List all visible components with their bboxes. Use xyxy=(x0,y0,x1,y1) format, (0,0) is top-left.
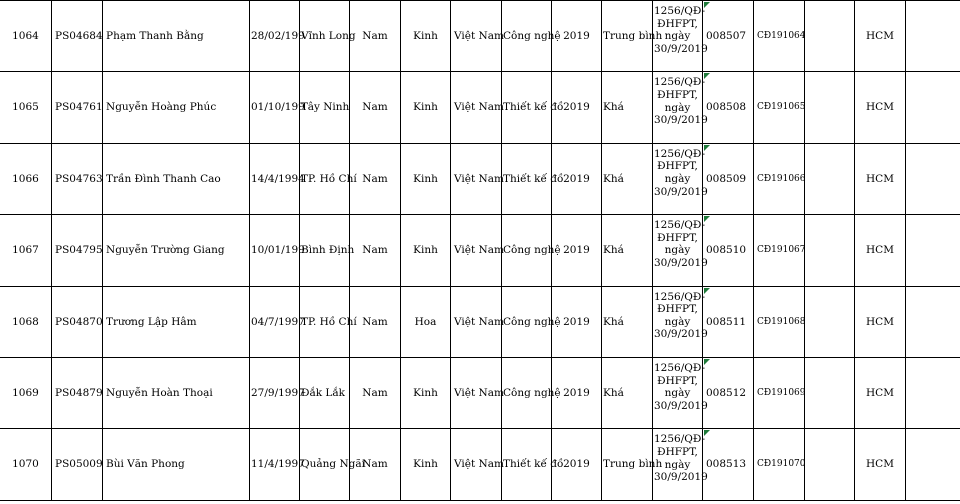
gender-cell[interactable]: Nam xyxy=(350,358,401,429)
full-name-cell[interactable]: Nguyễn Trường Giang xyxy=(103,215,250,286)
nationality-cell[interactable]: Việt Nam xyxy=(451,215,502,286)
comment-indicator-icon[interactable] xyxy=(704,73,710,79)
full-name-cell[interactable]: Trần Đình Thanh Cao xyxy=(103,144,250,215)
decision-cell[interactable]: 1256/QĐ-ĐHFPT, ngày 30/9/2019 xyxy=(653,429,703,500)
birth-place-cell[interactable]: TP. Hồ Chí xyxy=(300,287,350,358)
major-cell[interactable]: Công nghệ xyxy=(502,1,552,72)
table-row xyxy=(0,0,960,72)
gender-cell[interactable]: Nam xyxy=(350,1,401,72)
comment-indicator-icon[interactable] xyxy=(704,145,710,151)
diploma-serial-cell[interactable]: 008510 xyxy=(703,215,754,286)
register-number-cell[interactable]: CĐ191067 xyxy=(754,215,805,286)
diploma-serial-cell[interactable]: 008513 xyxy=(703,429,754,500)
empty-cell[interactable] xyxy=(906,144,960,215)
campus-cell[interactable]: HCM xyxy=(855,429,906,500)
gender-cell[interactable]: Nam xyxy=(350,72,401,143)
ethnicity-cell[interactable]: Kinh xyxy=(401,358,451,429)
comment-indicator-icon[interactable] xyxy=(704,216,710,222)
row-number-cell[interactable]: 1067 xyxy=(0,215,52,286)
campus-cell[interactable]: HCM xyxy=(855,287,906,358)
comment-indicator-icon[interactable] xyxy=(704,430,710,436)
birth-date-cell[interactable]: 10/01/199 xyxy=(250,215,300,286)
row-number-cell[interactable]: 1070 xyxy=(0,429,52,500)
diploma-serial-cell[interactable]: 008508 xyxy=(703,72,754,143)
register-number-cell[interactable]: CĐ191066 xyxy=(754,144,805,215)
student-id-cell[interactable]: PS04763 xyxy=(52,144,103,215)
student-id-cell[interactable]: PS04870 xyxy=(52,287,103,358)
major-cell[interactable]: Công nghệ xyxy=(502,215,552,286)
birth-place-cell[interactable]: Vĩnh Long xyxy=(300,1,350,72)
register-number-cell[interactable]: CĐ191065 xyxy=(754,72,805,143)
birth-place-cell[interactable]: Bình Định xyxy=(300,215,350,286)
birth-date-cell[interactable]: 11/4/1997 xyxy=(250,429,300,500)
full-name-cell[interactable]: Phạm Thanh Bằng xyxy=(103,1,250,72)
nationality-cell[interactable]: Việt Nam xyxy=(451,1,502,72)
major-cell[interactable]: Công nghệ xyxy=(502,358,552,429)
nationality-cell[interactable]: Việt Nam xyxy=(451,429,502,500)
birth-date-cell[interactable]: 28/02/199 xyxy=(250,1,300,72)
graduation-year-cell[interactable]: 2019 xyxy=(552,144,602,215)
ethnicity-cell[interactable]: Kinh xyxy=(401,429,451,500)
student-id-cell[interactable]: PS04761 xyxy=(52,72,103,143)
table-row xyxy=(0,71,960,143)
gender-cell[interactable]: Nam xyxy=(350,429,401,500)
register-number-cell[interactable]: CĐ191064 xyxy=(754,1,805,72)
full-name-cell[interactable]: Nguyễn Hoàn Thoại xyxy=(103,358,250,429)
graduation-year-cell[interactable]: 2019 xyxy=(552,358,602,429)
ethnicity-cell[interactable]: Kinh xyxy=(401,215,451,286)
row-number-cell[interactable]: 1068 xyxy=(0,287,52,358)
birth-place-cell[interactable]: Đắk Lắk xyxy=(300,358,350,429)
decision-cell[interactable]: 1256/QĐ-ĐHFPT, ngày 30/9/2019 xyxy=(653,1,703,72)
campus-cell[interactable]: HCM xyxy=(855,72,906,143)
empty-cell[interactable] xyxy=(805,429,855,500)
row-number-cell[interactable]: 1069 xyxy=(0,358,52,429)
nationality-cell[interactable]: Việt Nam xyxy=(451,72,502,143)
diploma-serial-cell[interactable]: 008512 xyxy=(703,358,754,429)
graduation-year-cell[interactable]: 2019 xyxy=(552,215,602,286)
gender-cell[interactable]: Nam xyxy=(350,215,401,286)
student-id-cell[interactable]: PS04684 xyxy=(52,1,103,72)
diploma-serial-cell[interactable]: 008511 xyxy=(703,287,754,358)
row-number-cell[interactable]: 1064 xyxy=(0,1,52,72)
campus-cell[interactable]: HCM xyxy=(855,215,906,286)
classification-cell[interactable]: Khá xyxy=(602,215,653,286)
empty-cell[interactable] xyxy=(906,429,960,500)
empty-cell[interactable] xyxy=(805,358,855,429)
decision-cell[interactable]: 1256/QĐ-ĐHFPT, ngày 30/9/2019 xyxy=(653,144,703,215)
table-row xyxy=(0,286,960,358)
graduation-year-cell[interactable]: 2019 xyxy=(552,1,602,72)
ethnicity-cell[interactable]: Hoa xyxy=(401,287,451,358)
nationality-cell[interactable]: Việt Nam xyxy=(451,144,502,215)
major-cell[interactable]: Thiết kế đồ xyxy=(502,72,552,143)
grid-line xyxy=(0,500,960,502)
gender-cell[interactable]: Nam xyxy=(350,287,401,358)
major-cell[interactable]: Công nghệ xyxy=(502,287,552,358)
table-row xyxy=(0,143,960,215)
decision-cell[interactable]: 1256/QĐ-ĐHFPT, ngày 30/9/2019 xyxy=(653,215,703,286)
student-id-cell[interactable]: PS04795 xyxy=(52,215,103,286)
campus-cell[interactable]: HCM xyxy=(855,144,906,215)
birth-date-cell[interactable]: 01/10/199 xyxy=(250,72,300,143)
table-row xyxy=(0,214,960,286)
birth-date-cell[interactable]: 04/7/1997 xyxy=(250,287,300,358)
classification-cell[interactable]: Khá xyxy=(602,144,653,215)
birth-place-cell[interactable]: Quảng Ngãi xyxy=(300,429,350,500)
empty-cell[interactable] xyxy=(805,287,855,358)
major-cell[interactable]: Thiết kế đồ xyxy=(502,144,552,215)
full-name-cell[interactable]: Bùi Văn Phong xyxy=(103,429,250,500)
table-row xyxy=(0,357,960,429)
classification-cell[interactable]: Trung bình xyxy=(602,1,653,72)
birth-place-cell[interactable]: Tây Ninh xyxy=(300,72,350,143)
student-id-cell[interactable]: PS04879 xyxy=(52,358,103,429)
row-number-cell[interactable]: 1065 xyxy=(0,72,52,143)
graduation-year-cell[interactable]: 2019 xyxy=(552,72,602,143)
register-number-cell[interactable]: CĐ191069 xyxy=(754,358,805,429)
decision-cell[interactable]: 1256/QĐ-ĐHFPT, ngày 30/9/2019 xyxy=(653,72,703,143)
ethnicity-cell[interactable]: Kinh xyxy=(401,72,451,143)
birth-date-cell[interactable]: 14/4/1994 xyxy=(250,144,300,215)
empty-cell[interactable] xyxy=(906,1,960,72)
table-row xyxy=(0,428,960,500)
classification-cell[interactable]: Khá xyxy=(602,72,653,143)
nationality-cell[interactable]: Việt Nam xyxy=(451,358,502,429)
birth-date-cell[interactable]: 27/9/1997 xyxy=(250,358,300,429)
ethnicity-cell[interactable]: Kinh xyxy=(401,144,451,215)
comment-indicator-icon[interactable] xyxy=(704,288,710,294)
classification-cell[interactable]: Trung bình xyxy=(602,429,653,500)
diploma-serial-cell[interactable]: 008509 xyxy=(703,144,754,215)
major-cell[interactable]: Thiết kế đồ xyxy=(502,429,552,500)
classification-cell[interactable]: Khá xyxy=(602,287,653,358)
student-id-cell[interactable]: PS05009 xyxy=(52,429,103,500)
full-name-cell[interactable]: Nguyễn Hoàng Phúc xyxy=(103,72,250,143)
register-number-cell[interactable]: CĐ191068 xyxy=(754,287,805,358)
empty-cell[interactable] xyxy=(906,72,960,143)
campus-cell[interactable]: HCM xyxy=(855,358,906,429)
graduation-year-cell[interactable]: 2019 xyxy=(552,287,602,358)
decision-cell[interactable]: 1256/QĐ-ĐHFPT, ngày 30/9/2019 xyxy=(653,358,703,429)
row-number-cell[interactable]: 1066 xyxy=(0,144,52,215)
empty-cell[interactable] xyxy=(906,358,960,429)
full-name-cell[interactable]: Trương Lập Hâm xyxy=(103,287,250,358)
classification-cell[interactable]: Khá xyxy=(602,358,653,429)
empty-cell[interactable] xyxy=(805,215,855,286)
gender-cell[interactable]: Nam xyxy=(350,144,401,215)
birth-place-cell[interactable]: TP. Hồ Chí xyxy=(300,144,350,215)
empty-cell[interactable] xyxy=(906,215,960,286)
comment-indicator-icon[interactable] xyxy=(704,2,710,8)
graduation-year-cell[interactable]: 2019 xyxy=(552,429,602,500)
empty-cell[interactable] xyxy=(805,72,855,143)
campus-cell[interactable]: HCM xyxy=(855,1,906,72)
empty-cell[interactable] xyxy=(805,144,855,215)
nationality-cell[interactable]: Việt Nam xyxy=(451,287,502,358)
empty-cell[interactable] xyxy=(906,287,960,358)
ethnicity-cell[interactable]: Kinh xyxy=(401,1,451,72)
diploma-serial-cell[interactable]: 008507 xyxy=(703,1,754,72)
comment-indicator-icon[interactable] xyxy=(704,359,710,365)
register-number-cell[interactable]: CĐ191070 xyxy=(754,429,805,500)
decision-cell[interactable]: 1256/QĐ-ĐHFPT, ngày 30/9/2019 xyxy=(653,287,703,358)
empty-cell[interactable] xyxy=(805,1,855,72)
